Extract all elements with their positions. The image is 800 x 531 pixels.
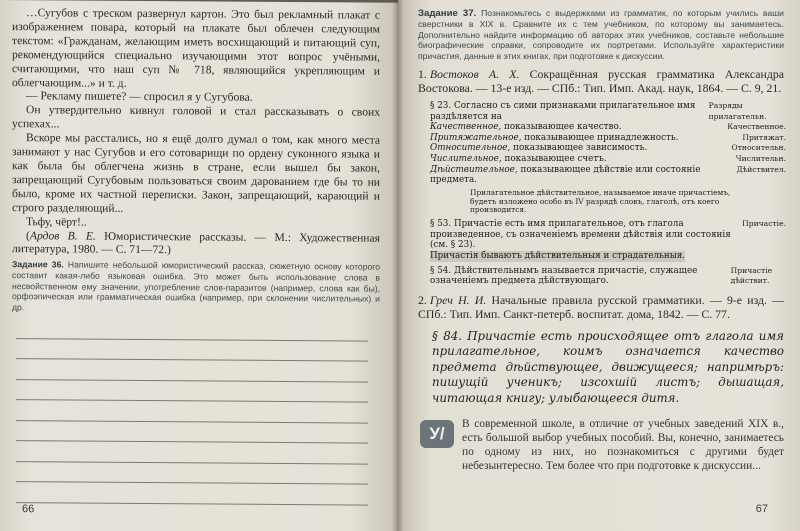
task-37-text: Познакомьтесь с выдержками из грамматик, по которым учились ваши сверстники в XIX в. Сравните их с тем учебником, по которому вы занимаетесь. Дополнительно найдите информацию об авторах этих учебников, составьте небольшие биографические справки, сопроводите их портретами. Используйте характеристики причастия, данные в этих книгах, при подготовке к дискуссии. xyxy=(418,8,784,61)
story-paragraph: Вскоре мы расстались, но я ещё долго думал о том, как много места занимают у нас Сугубов и его сотоварищи по ордену суконного языка и как была бы облегчена жизнь в стране, если вышел бы закон, запрещающий Сугубовым пользоваться своим дарованием где бы то ни было, кроме их частной переписки. Закон, запрещающий, карающий и строго разделяющий... xyxy=(12,131,380,215)
left-page xyxy=(0,0,398,531)
story-paragraph: …Сугубов с треском развернул картон. Это был рекламный плакат с изображением повара, который на плакате был облечен следующим текстом: «Гражданам, желающим иметь восхищающий и питающий суп, рекомендующийся специально изучающими этот вопрос учёными, считающими, что наш суп № 718, являющийся укрепляющим и облегчающим...» и т. д. xyxy=(12,6,380,90)
margin-note: Относительн. xyxy=(731,143,786,153)
page-number: 66 xyxy=(22,503,35,516)
excerpt-footnote: Прилагательное дѣйствительное, называемое иначе причастіемъ, будетъ изложено особо въ IV разрядѣ словъ, глаголѣ, отъ коего производится. xyxy=(470,187,731,215)
note-icon: У/ xyxy=(420,420,454,448)
writing-line xyxy=(16,318,368,341)
story-source: (Ардов В. Е. Юмористические рассказы. — М.: Художественная литература, 1980. — С. 71—72.) xyxy=(12,228,380,257)
writing-line xyxy=(16,339,368,362)
story-paragraph: Он утвердительно кивнул головой и стал рассказывать о своих успехах... xyxy=(12,103,380,131)
writing-line xyxy=(16,380,368,403)
reference-author: Востоков А. Х. xyxy=(429,67,520,82)
left-page-content xyxy=(12,6,380,505)
writing-line xyxy=(16,482,368,505)
right-page-content xyxy=(418,8,784,473)
book-spine xyxy=(392,0,404,531)
task-37 xyxy=(418,8,784,61)
grammar-excerpt-vostokov xyxy=(430,101,786,287)
right-page xyxy=(398,0,800,531)
writing-lines xyxy=(12,318,380,505)
story-paragraph: — Рекламу пишете? — спросил я у Сугубова. xyxy=(26,89,253,105)
margin-note: Дѣйствител. xyxy=(736,164,786,174)
excerpt-line: Причастія бываютъ дѣйствительныя и страдательныя. xyxy=(430,250,686,261)
margin-note: Причастіе дѣйствит. xyxy=(730,265,773,286)
writing-line xyxy=(16,441,368,464)
note-text: В современной школе, в отличие от учебных заведений XIX в., есть большой выбор учебных пособий. Вы, конечно, занимаетесь по одному из них, но познакомиться с другими будет небезынтересно. Тем более что при подготовке к дискуссии... xyxy=(462,418,784,472)
teacher-note xyxy=(418,418,784,473)
reference-grech: 2. Греч Н. И. Начальные правила русской грамматики. — 9-е изд. — СПб.: Тип. Имп. Санкт-петерб. воспитат. дома, 1842. — С. 77. xyxy=(418,292,785,321)
excerpt-line: Дѣйствительное, показывающее дѣйствіе или состояніе предмета. Дѣйствител. xyxy=(430,164,786,186)
reference-author: Греч Н. И. xyxy=(429,292,487,307)
task-36 xyxy=(12,259,380,315)
margin-note: Причастіе. xyxy=(742,219,786,229)
writing-line xyxy=(16,359,368,382)
page-number: 67 xyxy=(755,503,768,515)
excerpt-line: Притяжательное, показывающее принадлежность. Притяжат. xyxy=(430,132,786,143)
margin-note: Разряды прилагательн. xyxy=(708,101,767,121)
excerpt-line: § 23. Согласно съ сими признаками прилагательное имя раздѣляется на Разряды прилагательн. xyxy=(430,101,786,122)
writing-line xyxy=(16,400,368,423)
excerpt-line: Числительное, показывающее счетъ. Числительн. xyxy=(430,154,786,164)
margin-note: Притяжат. xyxy=(742,132,786,142)
excerpt-line: Относительное, показывающее зависимость. Относительн. xyxy=(430,143,786,154)
reference-vostokov: 1. Востоков А. Х. Сокращённая русская грамматика Александра Востокова. — 13-е изд. — СПб.: Тип. Имп. Акад. наук, 1864. — С. 9, 21. xyxy=(418,67,784,96)
margin-note: Числительн. xyxy=(735,154,786,163)
grammar-excerpt-grech: § 84. Причастіе есть происходящее отъ глагола имя прилагательное, коимъ означается качество предмета дѣйствующее, движущееся; напримѣръ: пишущій ученикъ; изсохшій листъ; дышащая, читающая книгу; улыбающееся дитя. xyxy=(432,328,784,405)
excerpt-line: § 54. Дѣйствительнымъ называется причастіе, служащее означеніемъ предмета дѣйствующаго. Причастіе дѣйствит. xyxy=(430,266,786,287)
writing-line xyxy=(16,462,368,485)
story-paragraph: Тьфу, чёрт!.. xyxy=(26,214,87,229)
excerpt-line: § 53. Причастіе есть имя прилагательное, отъ глагола произведенное, съ означеніемъ времени дѣйствія или состоянія (см. § 23). Причастіе. xyxy=(430,219,786,251)
task-36-text: Напишите небольшой юмористический рассказ, сюжетную основу которого составит какая-либо языковая ошибка. Это может быть использование слова в несвойственном ему значении, употребление слов-паразитов (например, слова как бы), орфоэпическая или грамматическая ошибка (например, при склонении числительных) и др. xyxy=(12,259,380,312)
writing-line xyxy=(16,421,368,444)
excerpt-line: Качественное, показывающее качество. Качественное. xyxy=(430,122,786,133)
margin-note: Качественное. xyxy=(727,122,786,132)
source-author: Ардов В. Е. xyxy=(29,228,96,243)
task-37-title: Задание 37. xyxy=(418,8,477,19)
task-36-title: Задание 36. xyxy=(12,259,64,270)
